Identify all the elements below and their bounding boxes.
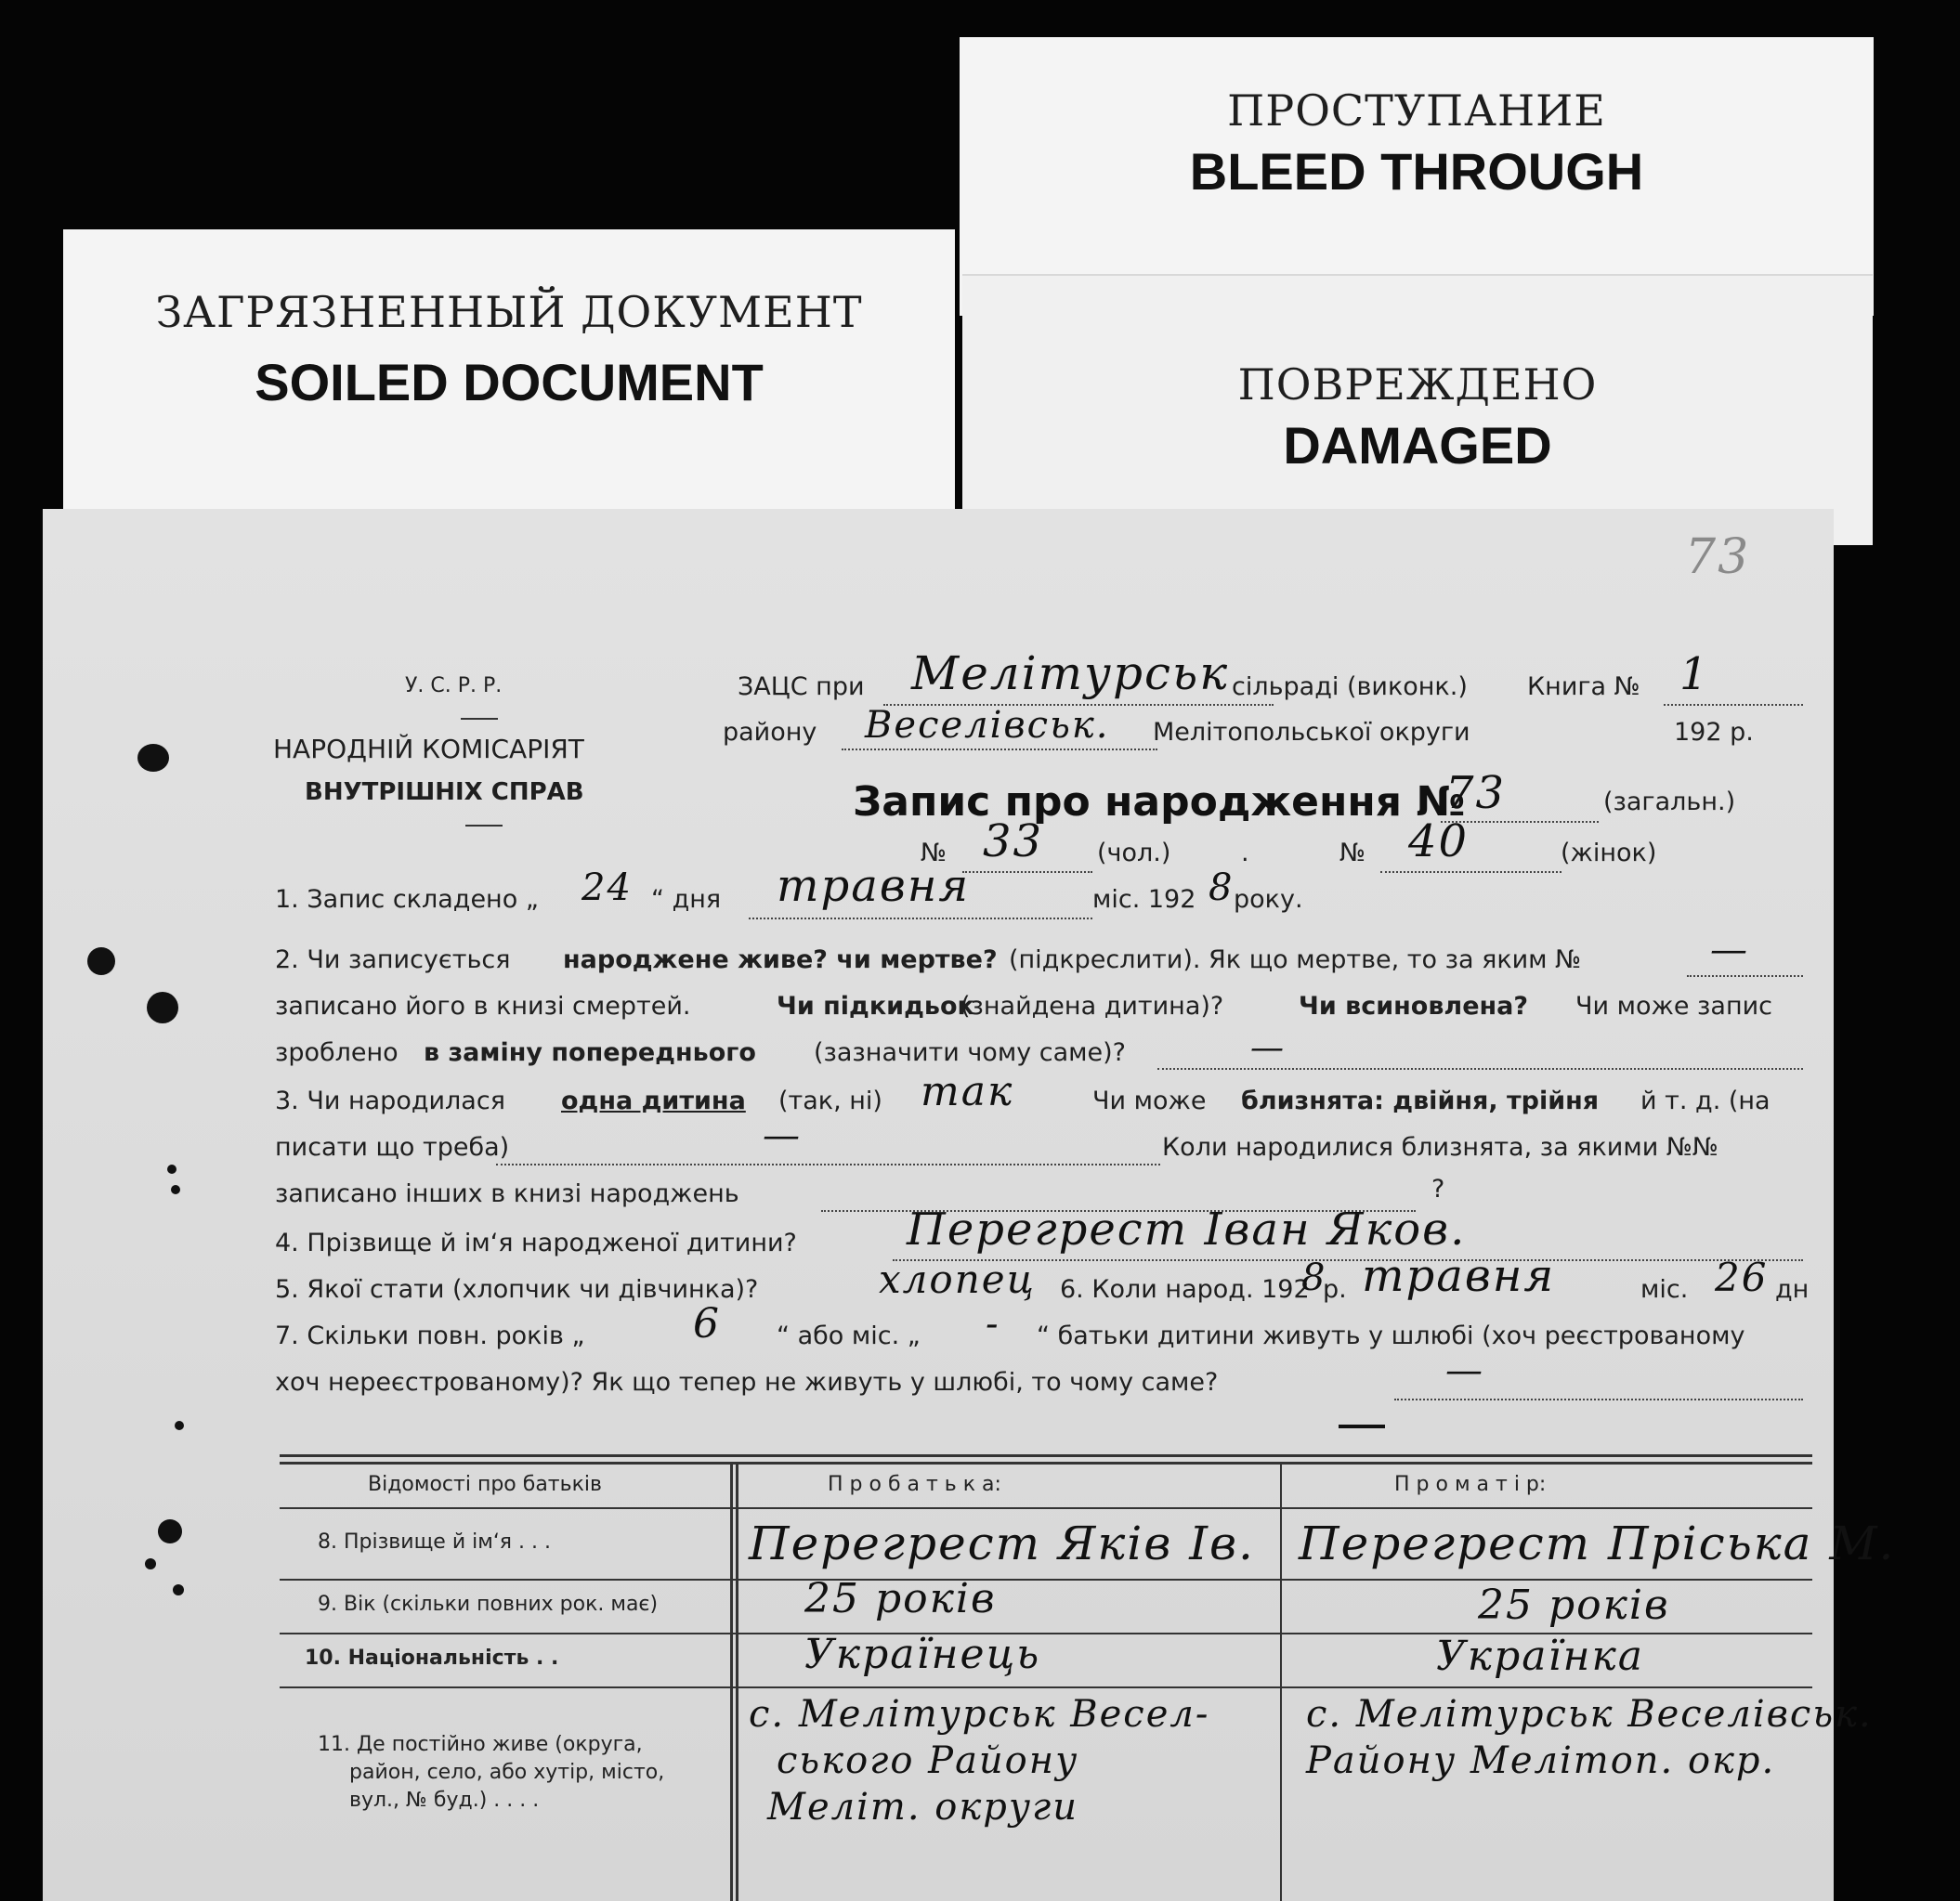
corner-number: 73 <box>1685 529 1751 585</box>
q1-year-label: року. <box>1234 885 1303 914</box>
damaged-en-label: DAMAGED <box>1283 416 1552 475</box>
father-residence-line3: Меліт. округи <box>767 1786 1079 1829</box>
number-label: № <box>1339 839 1366 867</box>
table-row-label: 11. Де постійно живе (округа, <box>318 1733 643 1756</box>
fill-line <box>749 918 1092 919</box>
q2-reason-label: (зазначити чому саме)? <box>814 1038 1126 1067</box>
q2-value: — <box>1710 929 1749 971</box>
q6-month: травня <box>1362 1250 1556 1302</box>
q7-months: - <box>986 1303 1000 1346</box>
ink-dash <box>1339 1425 1385 1428</box>
fill-line <box>1394 1399 1803 1400</box>
father-nationality: Українець <box>804 1631 1041 1678</box>
table-rule <box>280 1579 1812 1581</box>
table-rule <box>280 1462 1812 1465</box>
table-row-label: вул., № буд.) . . . . <box>349 1789 540 1812</box>
q1-year-digit: 8 <box>1209 866 1235 909</box>
commissariat-label: НАРОДНІЙ КОМІСАРІЯТ <box>273 734 584 764</box>
table-rule <box>280 1686 1812 1688</box>
q5-label: 5. Якої стати (хлопчик чи дівчинка)? <box>275 1275 759 1304</box>
punch-hole <box>145 1558 156 1569</box>
table-row-label: район, село, або хутір, місто, <box>349 1761 665 1784</box>
punch-hole <box>87 947 115 975</box>
soiled-ru-label: ЗАГРЯЗНЕННЫЙ ДОКУМЕНТ <box>155 287 863 337</box>
table-col-divider <box>730 1462 733 1901</box>
punch-hole <box>158 1519 182 1543</box>
q3-etc: й т. д. (на <box>1640 1087 1771 1115</box>
q3-twins-value: — <box>763 1114 802 1157</box>
q1-month: травня <box>777 860 971 912</box>
q1-label: 1. Запис складено „ <box>275 885 539 914</box>
male-label: (чол.) <box>1097 839 1171 867</box>
q2-label: 2. Чи записується <box>275 945 511 974</box>
punch-hole <box>167 1165 176 1174</box>
q7-reason-value: — <box>1445 1349 1484 1392</box>
district-label: району <box>723 718 817 747</box>
q5-sex: хлопец <box>879 1256 1036 1302</box>
q3-write-note: писати що треба) <box>275 1133 510 1162</box>
table-header-info: Відомості про батьків <box>368 1473 602 1496</box>
bleed-en-label: BLEED THROUGH <box>1189 142 1644 201</box>
mother-name: Перегрест Пріська М. <box>1299 1517 1896 1570</box>
q7-unregistered: хоч нереєстрованому)? Як що тепер не живуть у шлюбі, то чому саме? <box>275 1368 1219 1397</box>
q3-label: 3. Чи народилася <box>275 1087 505 1115</box>
q1-day-label: “ дня <box>651 885 722 914</box>
table-row-label: 9. Вік (скільки повних рок. має) <box>318 1593 659 1616</box>
father-name: Перегрест Яків Ів. <box>749 1517 1255 1570</box>
district-value: Веселівськ. <box>865 704 1110 747</box>
fill-line <box>1687 975 1803 977</box>
q6-day-label: дн <box>1775 1275 1810 1304</box>
table-row-label: 10. Національність . . <box>305 1647 559 1670</box>
general-label: (загальн.) <box>1603 788 1736 816</box>
q6-year-label: р. <box>1323 1275 1347 1304</box>
female-label: (жінок) <box>1561 839 1657 867</box>
q6-day: 26 <box>1715 1255 1769 1300</box>
table-row-label: 8. Прізвище й ім‘я . . . <box>318 1530 552 1554</box>
q6-year-digit: 8 <box>1301 1256 1327 1299</box>
q6-label: 6. Коли народ. 192 <box>1060 1275 1310 1304</box>
mother-age: 25 років <box>1478 1582 1670 1629</box>
q2-instruction: (підкреслити). Як що мертве, то за яким № <box>1009 945 1582 974</box>
damaged-card <box>962 274 1873 545</box>
father-residence-line2: ського Району <box>777 1739 1079 1782</box>
zacs-value: Мелітурськ <box>911 646 1230 700</box>
q1-day: 24 <box>581 866 633 909</box>
table-header-father: П р о б а т ь к а: <box>828 1473 1001 1496</box>
q4-child-name: Перегрест Іван Яков. <box>907 1204 1467 1256</box>
q1-month-label: міс. 192 <box>1092 885 1196 914</box>
q2-alive-dead: народжене живе? чи мертве? <box>563 945 998 974</box>
q2-made-label: зроблено <box>275 1038 399 1067</box>
q2-adopted: Чи всиновлена? <box>1299 992 1529 1021</box>
punch-hole <box>171 1185 180 1194</box>
male-number: 33 <box>983 815 1044 867</box>
table-rule <box>280 1507 1812 1509</box>
q3-other-records: записано інших в книзі народжень <box>275 1179 739 1208</box>
birth-record-document <box>43 509 1896 1901</box>
fill-line <box>1157 1068 1803 1070</box>
q2-replacement-bold: в заміну попереднього <box>424 1038 756 1067</box>
fill-line <box>842 749 1157 750</box>
zacs-label: ЗАЦС при <box>738 672 865 701</box>
q3-question-mark: ? <box>1431 1175 1445 1204</box>
table-rule <box>280 1454 1812 1457</box>
ussr-label: У. С. Р. Р. <box>405 674 503 697</box>
book-label: Книга № <box>1527 672 1640 701</box>
q3-yes-no: (так, ні) <box>778 1087 882 1115</box>
soiled-en-label: SOILED DOCUMENT <box>255 353 764 411</box>
table-col-divider <box>736 1462 738 1901</box>
punch-hole <box>137 744 169 772</box>
punch-hole <box>173 1584 184 1595</box>
q2-death-book: записано його в книзі смертей. <box>275 992 691 1021</box>
mother-residence-line1: с. Мелітурськ Веселівськ. <box>1306 1693 1873 1736</box>
internal-affairs-label: ВНУТРІШНІХ СПРАВ <box>305 778 584 806</box>
q3-twins-numbers: Коли народилися близнята, за якими №№ <box>1162 1133 1719 1162</box>
q7-marriage-label: “ батьки дитини живуть у шлюбі (хоч реєстрованому <box>1037 1322 1745 1350</box>
q2-foundling: Чи підкидьок <box>777 992 974 1021</box>
father-age: 25 років <box>804 1575 997 1622</box>
okruha-label: Мелітопольської округи <box>1153 718 1470 747</box>
bleed-ru-label: ПРОСТУПАНИЕ <box>1227 85 1606 136</box>
soiled-document-card <box>63 229 955 545</box>
q4-label: 4. Прізвище й ім‘я народженої дитини? <box>275 1229 797 1257</box>
fill-line <box>962 871 1092 873</box>
damaged-ru-label: ПОВРЕЖДЕНО <box>1237 359 1598 410</box>
q7-years: 6 <box>693 1300 721 1348</box>
table-header-mother: П р о м а т і р: <box>1394 1473 1547 1496</box>
fill-line <box>496 1164 1160 1165</box>
divider <box>461 718 498 720</box>
punch-hole <box>175 1421 184 1430</box>
book-value: 1 <box>1679 648 1710 700</box>
table-col-divider <box>1280 1462 1282 1901</box>
village-council-label: сільраді (виконк.) <box>1232 672 1468 701</box>
mother-residence-line2: Району Мелітоп. окр. <box>1306 1739 1776 1782</box>
q3-single-child: одна дитина <box>561 1087 746 1115</box>
q3-twins: близнята: двійня, трійня <box>1241 1087 1600 1115</box>
female-number: 40 <box>1408 815 1470 867</box>
q3-maybe: Чи може <box>1092 1087 1207 1115</box>
record-number: 73 <box>1445 767 1507 819</box>
q7-label: 7. Скільки повн. років „ <box>275 1322 585 1350</box>
punch-hole <box>147 992 178 1023</box>
fill-line <box>1380 871 1561 873</box>
q2-replacement: Чи може запис <box>1575 992 1772 1021</box>
year-label: 192 р. <box>1674 718 1754 747</box>
q3-value: так <box>921 1068 1014 1115</box>
q2-reason-value: — <box>1250 1029 1286 1067</box>
record-title: Запис про народження № <box>853 778 1466 826</box>
father-residence-line1: с. Мелітурськ Весел- <box>749 1693 1210 1736</box>
number-label: № <box>921 839 947 867</box>
q2-foundling-note: (знайдена дитина)? <box>960 992 1224 1021</box>
dot-separator: . <box>1241 839 1249 867</box>
divider <box>465 825 503 827</box>
mother-nationality: Українка <box>1436 1633 1645 1680</box>
q7-months-label: “ або міс. „ <box>777 1322 921 1350</box>
q6-month-label: міс. <box>1640 1275 1689 1304</box>
fill-line <box>1664 704 1803 706</box>
